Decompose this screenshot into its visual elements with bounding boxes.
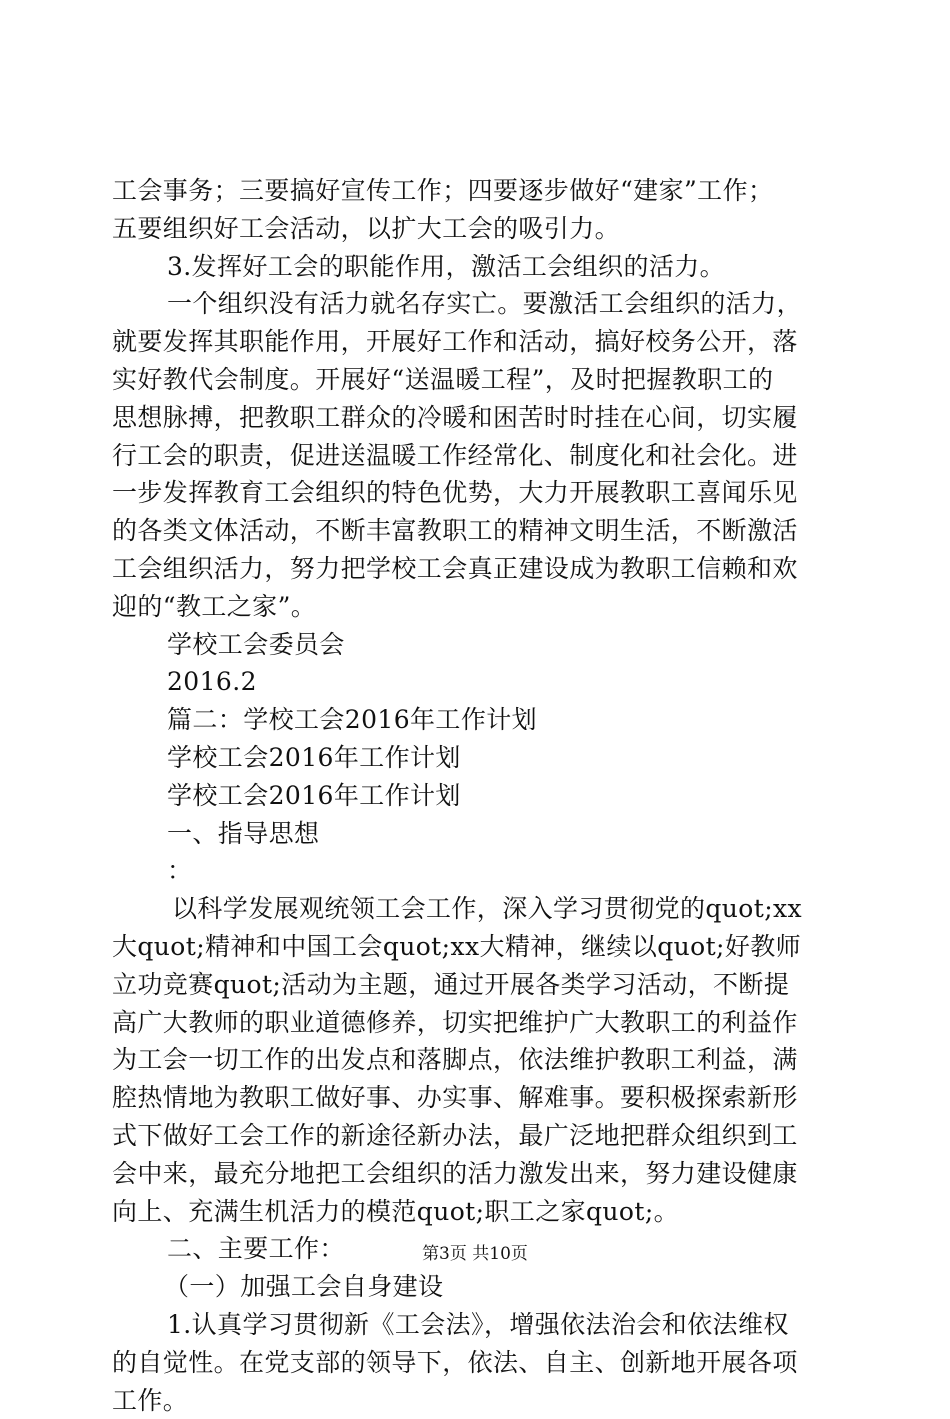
text-line: 立功竞赛quot;活动为主题，通过开展各类学习活动，不断提 bbox=[112, 966, 840, 1004]
section-heading: 一、指导思想 bbox=[112, 815, 840, 853]
text-line: 为工会一切工作的出发点和落脚点，依法维护教职工利益，满 bbox=[112, 1041, 840, 1079]
text-line: 1.认真学习贯彻新《工会法》，增强依法治会和依法维权 bbox=[112, 1306, 840, 1344]
text-line: 思想脉搏，把教职工群众的冷暖和困苦时时挂在心间，切实履 bbox=[112, 399, 840, 437]
text-line: 迎的“教工之家”。 bbox=[112, 588, 840, 626]
subsection-heading: （一）加强工会自身建设 bbox=[112, 1268, 840, 1306]
text-line: 工作。 bbox=[112, 1382, 840, 1419]
text-line: 一个组织没有活力就名存实亡。要激活工会组织的活力， bbox=[112, 285, 840, 323]
section-heading: 二、主要工作： bbox=[112, 1230, 840, 1268]
text-line: 工会事务；三要搞好宣传工作；四要逐步做好“建家”工作； bbox=[112, 172, 840, 210]
text-line: 以科学发展观统领工会工作，深入学习贯彻党的quot;xx bbox=[112, 890, 840, 928]
page-number: 第3页 共10页 bbox=[0, 1242, 950, 1266]
text-line: 向上、充满生机活力的模范quot;职工之家quot;。 bbox=[112, 1193, 840, 1231]
text-line: 五要组织好工会活动，以扩大工会的吸引力。 bbox=[112, 210, 840, 248]
text-line: 的自觉性。在党支部的领导下，依法、自主、创新地开展各项 bbox=[112, 1344, 840, 1382]
section-heading: 篇二：学校工会2016年工作计划 bbox=[112, 701, 840, 739]
text-line: 高广大教师的职业道德修养，切实把维护广大教职工的利益作 bbox=[112, 1004, 840, 1042]
signature-date: 2016.2 bbox=[112, 663, 840, 701]
text-line: 就要发挥其职能作用，开展好工作和活动，搞好校务公开，落 bbox=[112, 323, 840, 361]
text-line: ： bbox=[112, 852, 840, 890]
signature-org: 学校工会委员会 bbox=[112, 626, 840, 664]
text-line: 3.发挥好工会的职能作用，激活工会组织的活力。 bbox=[112, 248, 840, 286]
text-line: 实好教代会制度。开展好“送温暖工程”，及时把握教职工的 bbox=[112, 361, 840, 399]
text-line: 一步发挥教育工会组织的特色优势，大力开展教职工喜闻乐见 bbox=[112, 474, 840, 512]
text-line: 大quot;精神和中国工会quot;xx大精神，继续以quot;好教师 bbox=[112, 928, 840, 966]
text-line: 行工会的职责，促进送温暖工作经常化、制度化和社会化。进 bbox=[112, 437, 840, 475]
text-line: 腔热情地为教职工做好事、办实事、解难事。要积极探索新形 bbox=[112, 1079, 840, 1117]
document-body bbox=[112, 172, 840, 1419]
text-line: 工会组织活力，努力把学校工会真正建设成为教职工信赖和欢 bbox=[112, 550, 840, 588]
text-line: 会中来，最充分地把工会组织的活力激发出来，努力建设健康 bbox=[112, 1155, 840, 1193]
document-title: 学校工会2016年工作计划 bbox=[112, 777, 840, 815]
document-title: 学校工会2016年工作计划 bbox=[112, 739, 840, 777]
text-line: 式下做好工会工作的新途径新办法，最广泛地把群众组织到工 bbox=[112, 1117, 840, 1155]
text-line: 的各类文体活动，不断丰富教职工的精神文明生活，不断激活 bbox=[112, 512, 840, 550]
